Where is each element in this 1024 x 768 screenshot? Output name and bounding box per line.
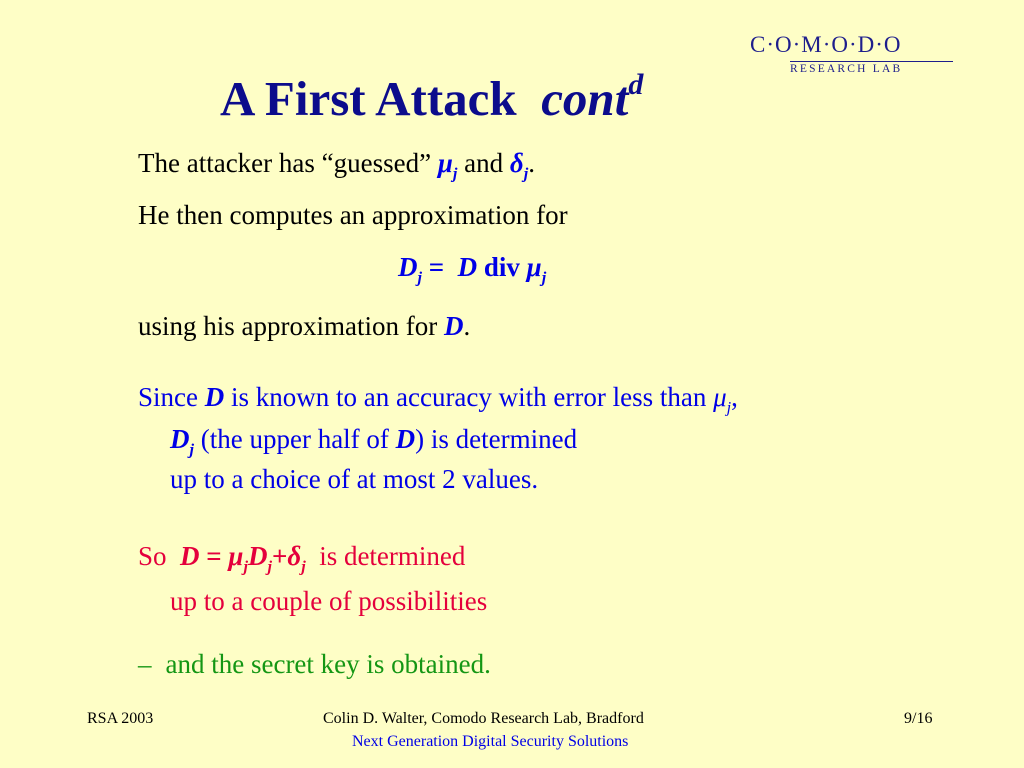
logo-divider bbox=[790, 61, 953, 62]
title-superscript: d bbox=[628, 67, 644, 101]
logo-subtitle: RESEARCH LAB bbox=[790, 63, 903, 75]
slide-title bbox=[220, 67, 644, 127]
line-upper-half: $D_j$ (the upper half of D) is determined bbox=[170, 424, 578, 459]
line-since: Since D is known to an accuracy with error less than $\mu_j$, bbox=[138, 382, 738, 417]
line-so: So $D = \mu_jD_j+\delta_j$ is determined bbox=[138, 541, 466, 576]
page-number: 9/16 bbox=[904, 710, 933, 727]
logo-wordmark: C·O·M·O·D·O bbox=[750, 32, 902, 57]
so-equation: $D = \mu_jD_j+\delta_j$ bbox=[180, 541, 306, 576]
title-italic: cont bbox=[541, 71, 629, 126]
title-main: A First Attack bbox=[220, 71, 517, 126]
line-computes: He then computes an approximation for bbox=[138, 200, 568, 230]
line-guessed: The attacker has “guessed” $\mu_j$ and $\delta_j$. bbox=[138, 148, 535, 183]
line-couple: up to a couple of possibilities bbox=[170, 586, 488, 616]
footer-tagline: Next Generation Digital Security Solutions bbox=[352, 733, 629, 750]
dash-bullet: – bbox=[138, 649, 152, 679]
line-using: using his approximation for D. bbox=[138, 311, 471, 341]
footer-center: Colin D. Walter, Comodo Research Lab, Bradford bbox=[323, 710, 644, 727]
line-secret: – and the secret key is obtained. bbox=[138, 649, 491, 679]
delta-symbol: $\delta_j$ bbox=[509, 148, 529, 183]
footer-left: RSA 2003 bbox=[87, 710, 154, 727]
line-choice: up to a choice of at most 2 values. bbox=[170, 464, 539, 494]
equation-dj: $D_j = D$ div $\mu_j$ bbox=[398, 252, 547, 287]
mu-symbol: $\mu_j$ bbox=[437, 148, 458, 183]
